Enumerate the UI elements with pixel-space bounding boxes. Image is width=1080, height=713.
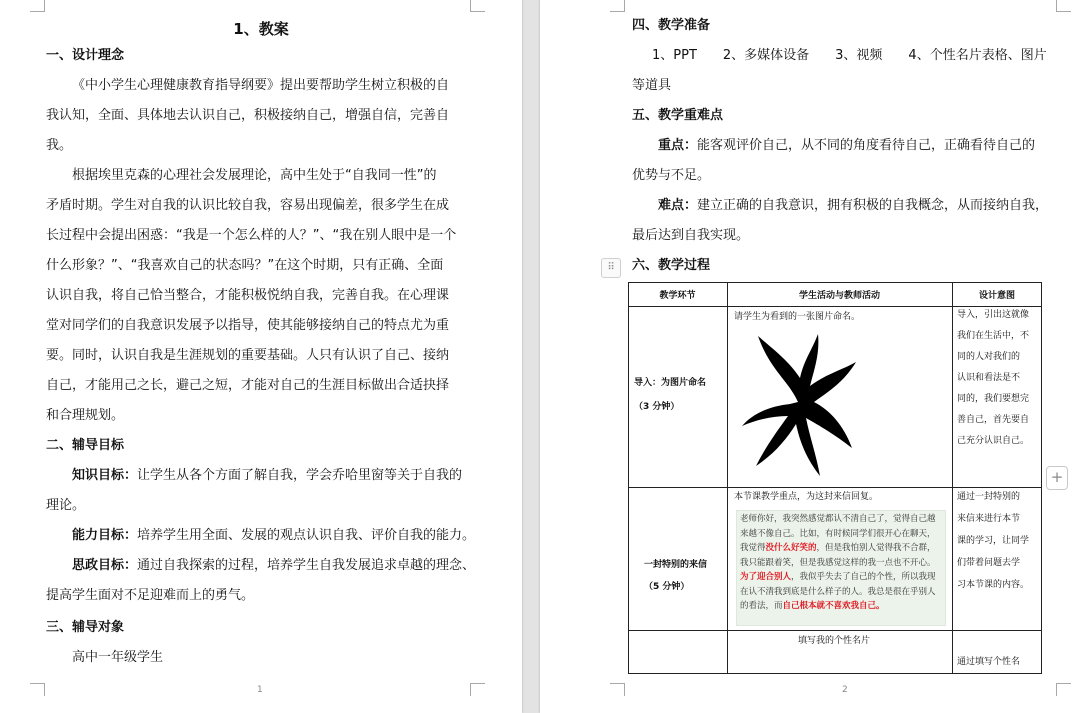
page-number: 2 xyxy=(842,685,848,695)
body-line: 我。 xyxy=(46,138,73,153)
heading-prep: 四、教学准备 xyxy=(632,18,711,33)
crop-mark xyxy=(30,0,45,12)
table-cell-intent: 通过一封特别的 xyxy=(957,492,1021,502)
body-line: 我认知，全面、具体地去认识自己，积极接纳自己，增强自信，完善自 xyxy=(46,108,450,123)
letter-quote xyxy=(736,510,946,626)
letter-highlight: 为了迎合别人 xyxy=(740,572,792,582)
doc-title: 1、教案 xyxy=(233,20,289,38)
letter-highlight: 自己根本就不喜欢我自己。 xyxy=(782,601,885,611)
body-line: 长过程中会提出困惑：“我是一个怎么样的人？”、“我在别人眼中是一个 xyxy=(46,228,457,243)
body-line: 要。同时，认识自我是生涯规划的重要基础。人只有认识了自己、接纳 xyxy=(46,348,450,363)
focus-label: 重点： xyxy=(658,138,698,153)
crop-mark xyxy=(610,0,625,12)
body-line: 和合理规划。 xyxy=(46,408,125,423)
body-line: 自己，才能用己之长，避己之短，才能对自己的生涯目标做出合适抉择 xyxy=(46,378,450,393)
page-number: 1 xyxy=(257,685,263,695)
crop-mark xyxy=(1056,0,1071,12)
focus-text: 能客观评价自己，从不同的角度看待自己，正确看待自己的 xyxy=(697,138,1036,153)
crop-mark xyxy=(30,683,45,696)
goal-text: 让学生从各个方面了解自我，学会乔哈里窗等关于自我的 xyxy=(137,468,463,483)
table-cell-intent: 善自己，首先要自 xyxy=(957,415,1030,425)
table-cell-time: （3 分钟） xyxy=(634,402,680,412)
goal-text: 通过自我探索的过程，培养学生自我发展追求卓越的理念、 xyxy=(137,558,476,573)
table-row-divider xyxy=(628,630,1042,631)
ink-blot-image xyxy=(740,330,860,480)
heading-keypoints: 五、教学重难点 xyxy=(632,108,724,123)
table-header: 教学环节 xyxy=(659,291,696,301)
goal-text: 培养学生用全面、发展的观点认识自我、评价自我的能力。 xyxy=(137,528,476,543)
heading-target: 三、辅导对象 xyxy=(46,620,125,635)
heading-process: 六、教学过程 xyxy=(632,258,711,273)
goal-knowledge xyxy=(72,466,462,486)
table-cell-intent: 认识和看法是不 xyxy=(957,373,1021,383)
table-cell-stage: 一封特别的来信 xyxy=(644,560,708,570)
letter-highlight: 没什么好笑的 xyxy=(765,543,817,553)
crop-mark xyxy=(470,683,485,696)
table-cell-stage: 导入：为图片命名 xyxy=(634,378,707,388)
body-line: 提高学生面对不足迎难而上的勇气。 xyxy=(46,588,255,603)
body-line: 什么形象？”、“我喜欢自己的状态吗？”在这个时期，只有正确、全面 xyxy=(46,258,444,273)
plus-icon[interactable]: + xyxy=(1046,466,1068,490)
table-cell-intent: 通过填写个性名 xyxy=(957,657,1021,667)
letter-text: ，但是我怕别人觉得我不合群，我只能跟着笑，但是我感觉这样的我一点也不开心。 xyxy=(740,543,936,568)
prep-list: 1、PPT 2、多媒体设备 3、视频 4、个性名片表格、图片 xyxy=(652,48,1047,63)
goal-ability xyxy=(72,526,475,546)
table-col-divider xyxy=(727,282,728,674)
table-col-divider xyxy=(952,282,953,674)
table-cell-intent: 同的人对我们的 xyxy=(957,352,1021,362)
goal-label: 能力目标： xyxy=(72,528,138,543)
body-line: 最后达到自我实现。 xyxy=(632,228,750,243)
heading-goals: 二、辅导目标 xyxy=(46,438,125,453)
crop-mark xyxy=(470,0,485,12)
crop-mark xyxy=(610,683,625,696)
table-cell-intent: 同的，我们要想完 xyxy=(957,394,1030,404)
body-line: 根据埃里克森的心理社会发展理论，高中生处于“自我同一性”的 xyxy=(72,168,437,183)
body-line: 理论。 xyxy=(46,498,86,513)
document-page-1 xyxy=(0,0,522,713)
table-cell-time: （5 分钟） xyxy=(644,582,690,592)
heading-design-concept: 一、设计理念 xyxy=(46,48,125,63)
difficulty-point xyxy=(658,196,1048,216)
crop-mark xyxy=(1056,683,1071,696)
table-cell-intent: 们带着问题去学 xyxy=(957,558,1021,568)
body-line: 《中小学生心理健康教育指导纲要》提出要帮助学生树立积极的自 xyxy=(72,78,450,93)
table-cell-intent: 我们在生活中，不 xyxy=(957,331,1030,341)
goal-label: 思政目标： xyxy=(72,558,138,573)
table-cell-intent: 己充分认识自己。 xyxy=(957,436,1030,446)
table-cell-intent: 导入，引出这就像 xyxy=(957,310,1030,320)
table-header: 学生活动与教师活动 xyxy=(798,291,880,301)
goal-ideology xyxy=(72,556,475,576)
focus-point xyxy=(658,136,1035,156)
table-cell-intent: 习本节课的内容。 xyxy=(957,580,1030,590)
table-header: 设计意图 xyxy=(978,291,1015,301)
difficulty-text: 建立正确的自我意识，拥有积极的自我概念，从而接纳自我， xyxy=(697,198,1049,213)
table-cell-activity: 填写我的个性名片 xyxy=(798,636,871,646)
table-cell-intent: 来信来进行本节 xyxy=(957,514,1021,524)
body-line: 堂对同学们的自我意识发展予以指导，使其能够接纳自己的特点尤为重 xyxy=(46,318,450,333)
letter-text: 老师你好，我突然感觉都认不清自己了，觉得自己越来越不像自己。比如，有时候同学们很开心在聊天，我觉得 xyxy=(740,514,936,553)
difficulty-label: 难点： xyxy=(658,198,698,213)
table-cell-intent: 课的学习，让同学 xyxy=(957,536,1030,546)
goal-label: 知识目标： xyxy=(72,468,138,483)
drag-handle-icon[interactable]: ⠿ xyxy=(601,258,621,278)
body-line: 等道具 xyxy=(632,78,672,93)
table-cell-activity: 本节课教学重点，为这封来信回复。 xyxy=(734,492,879,502)
body-line: 认识自我，将自己恰当整合，才能积极悦纳自我，完善自我。在心理课 xyxy=(46,288,450,303)
table-cell-activity: 请学生为看到的一张图片命名。 xyxy=(734,312,861,322)
target-audience: 高中一年级学生 xyxy=(72,650,164,665)
letter-text: ，我似乎失去了自己的个性，所以我现在认不清我到底是什么样子的人。我总是很在乎别人的看法，而 xyxy=(740,572,936,611)
body-line: 优势与不足。 xyxy=(632,168,711,183)
body-line: 矛盾时期。学生对自我的认识比较自我，容易出现偏差，很多学生在成 xyxy=(46,198,450,213)
